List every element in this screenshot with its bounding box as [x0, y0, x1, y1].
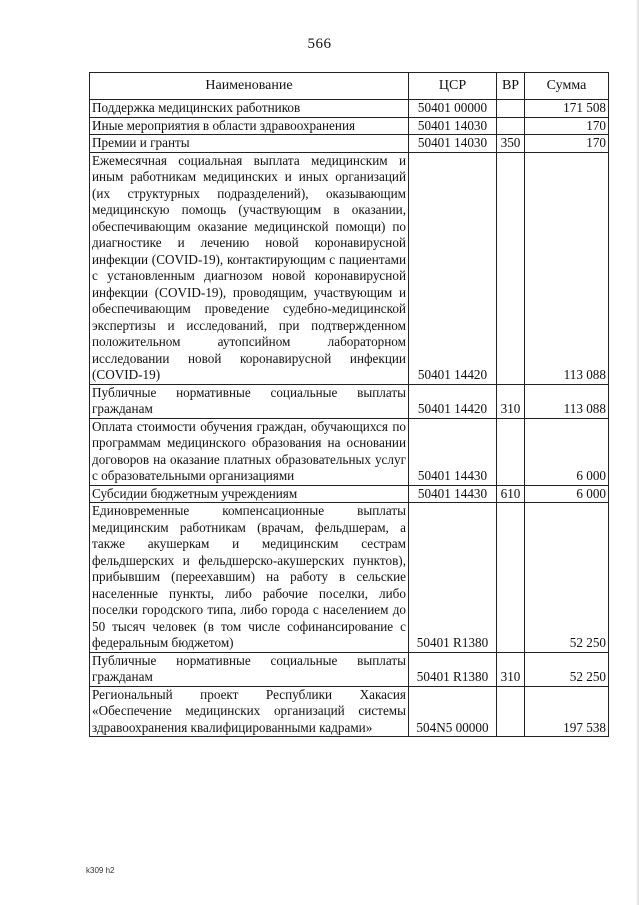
row-sum: 6 000: [525, 485, 609, 503]
table-row: [90, 100, 609, 118]
row-vr: [497, 100, 525, 118]
row-sum: 170: [525, 135, 609, 153]
row-csr: 50401 00000: [409, 100, 497, 118]
row-sum: 171 508: [525, 100, 609, 118]
table-header-row: [90, 73, 609, 100]
header-sum: Сумма: [525, 73, 609, 100]
row-name: Премии и гранты: [90, 135, 409, 153]
row-csr: 50401 14420: [409, 384, 497, 418]
table-row: [90, 152, 609, 384]
row-vr: [497, 418, 525, 485]
table-row: [90, 503, 609, 653]
row-sum: 113 088: [525, 152, 609, 384]
page-number: 566: [307, 36, 332, 52]
table-row: [90, 485, 609, 503]
row-sum: 113 088: [525, 384, 609, 418]
row-vr: 610: [497, 485, 525, 503]
row-sum: 197 538: [525, 686, 609, 737]
row-name: Региональный проект Республики Хакасия «Обеспечение медицинских организаций системы здравоохранения квалифицированными кадрами»: [90, 686, 409, 737]
row-sum: 52 250: [525, 503, 609, 653]
row-name: Публичные нормативные социальные выплаты гражданам: [90, 652, 409, 686]
row-name: Ежемесячная социальная выплата медицинским и иным работникам медицинских и иных организаций (их структурных подразделений), оказывающим медицинскую помощь (участвующим в оказании, обеспечивающим оказание медицинской помощи) по диагностике и лечению новой коронавирусной инфекции (COVID-19), контактирующим с пациентами с установленным диагнозом новой коронавирусной инфекции (COVID-19), проводящим, участвующим и обеспечивающим проведение судебно-медицинской экспертизы и исследований, при подтвержденном положительном аутопсийном лабораторном исследовании новой коронавирусной инфекции (COVID-19): [90, 152, 409, 384]
row-name: Оплата стоимости обучения граждан, обучающихся по программам медицинского образования на основании договоров на оказание платных образовательных услуг с образовательными организациями: [90, 418, 409, 485]
row-vr: [497, 117, 525, 135]
row-name: Иные мероприятия в области здравоохранения: [90, 117, 409, 135]
table-row: [90, 117, 609, 135]
row-vr: [497, 686, 525, 737]
row-csr: 50401 14030: [409, 117, 497, 135]
row-csr: 50401 14430: [409, 485, 497, 503]
row-name: Субсидии бюджетным учреждениям: [90, 485, 409, 503]
row-csr: 50401 R1380: [409, 503, 497, 653]
table-row: [90, 384, 609, 418]
row-sum: 6 000: [525, 418, 609, 485]
row-sum: 170: [525, 117, 609, 135]
row-vr: 310: [497, 384, 525, 418]
row-name: Единовременные компенсационные выплаты медицинским работникам (врачам, фельдшерам, а также акушеркам и медицинским сестрам фельдшерских и фельдшерско-акушерских пунктов), прибывшим (переехавшим) на работу в сельские населенные пункты, либо рабочие поселки, либо поселки городского типа, либо города с населением до 50 тысяч человек (в том числе софинансирование с федеральным бюджетом): [90, 503, 409, 653]
table-row: [90, 418, 609, 485]
table-row: [90, 135, 609, 153]
table-row: [90, 652, 609, 686]
row-vr: [497, 503, 525, 653]
row-csr: 50401 14420: [409, 152, 497, 384]
header-csr: ЦСР: [409, 73, 497, 100]
row-csr: 504N5 00000: [409, 686, 497, 737]
footer-code: k309 h2: [86, 866, 115, 875]
row-sum: 52 250: [525, 652, 609, 686]
row-name: Поддержка медицинских работников: [90, 100, 409, 118]
row-name: Публичные нормативные социальные выплаты гражданам: [90, 384, 409, 418]
budget-table: [89, 72, 609, 737]
row-vr: 310: [497, 652, 525, 686]
header-name: Наименование: [90, 73, 409, 100]
table-row: [90, 686, 609, 737]
header-vr: ВР: [497, 73, 525, 100]
row-csr: 50401 R1380: [409, 652, 497, 686]
row-vr: 350: [497, 135, 525, 153]
row-csr: 50401 14430: [409, 418, 497, 485]
row-vr: [497, 152, 525, 384]
row-csr: 50401 14030: [409, 135, 497, 153]
